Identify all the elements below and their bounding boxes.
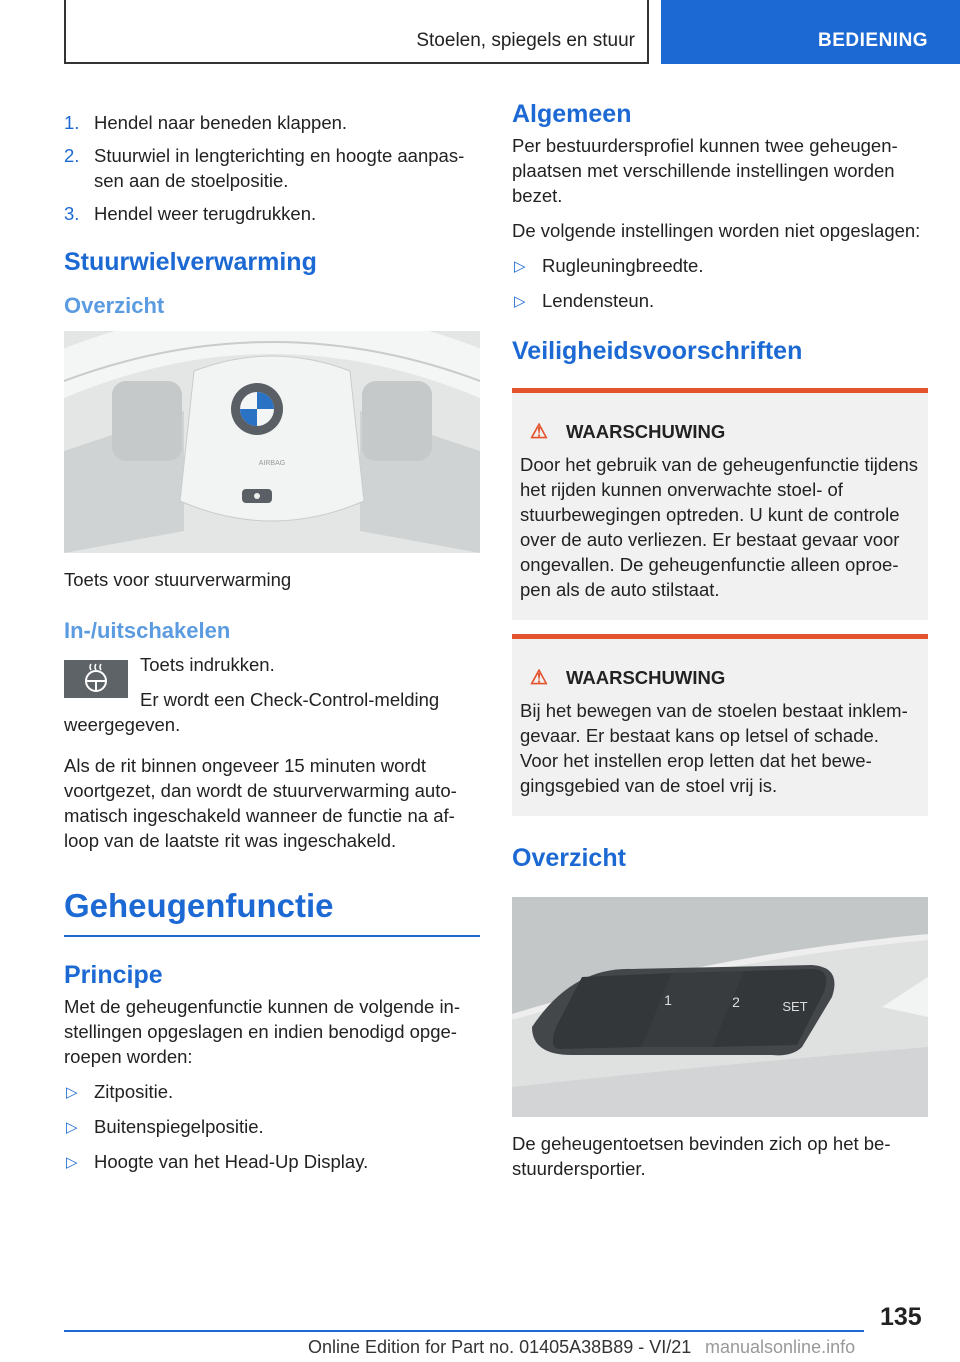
memory-heading: Geheugenfunctie xyxy=(64,887,480,937)
warning-icon: ⚠ xyxy=(530,667,548,689)
watermark: manualsonline.info xyxy=(705,1337,856,1357)
footer-rule xyxy=(64,1330,864,1332)
left-column xyxy=(64,110,480,1184)
warning-title: WAARSCHUWING xyxy=(565,420,726,442)
header-section: BEDIENING xyxy=(818,30,929,51)
warning-text: Bij het bewegen van de stoelen bestaat inklemgevaar. Er bestaat kans op letsel of schade. Voor het instellen erop letten dat het bewegingsgebied van de stoel vrij is. xyxy=(520,700,908,796)
buttons-caption: De geheugentoetsen bevinden zich op het bestuurdersportier. xyxy=(512,1133,891,1179)
safety-heading: Veiligheidsvoorschriften xyxy=(512,337,803,365)
header-chapter-box xyxy=(64,0,649,64)
header-chapter: Stoelen, spiegels en stuur xyxy=(416,30,635,51)
general-text-2: De volgende instellingen worden niet opgeslagen: xyxy=(512,220,921,241)
principle-list xyxy=(64,1079,480,1174)
adjust-steps xyxy=(64,110,480,226)
general-heading: Algemeen xyxy=(512,100,632,128)
footer-edition: Online Edition for Part no. 01405A38B89 - VI/21 xyxy=(308,1337,692,1357)
svg-text:1: 1 xyxy=(664,992,672,1008)
general-text-1: Per bestuurdersprofiel kunnen twee geheugenplaatsen met verschillende instellingen worden bezet. xyxy=(512,135,898,206)
svg-text:AIRBAG: AIRBAG xyxy=(258,460,286,467)
list-item: ▷ Lendensteun. xyxy=(514,290,655,311)
principle-heading: Principe xyxy=(64,961,163,989)
overview-heading: Overzicht xyxy=(512,844,626,872)
overview-heading: Overzicht xyxy=(64,293,165,318)
memory-buttons-image xyxy=(512,897,928,1117)
page-number: 135 xyxy=(880,1303,922,1331)
onoff-text-2: Er wordt een Check-Control-melding weergegeven. xyxy=(64,689,440,735)
onoff-text-3: Als de rit binnen ongeveer 15 minuten wordt voortgezet, dan wordt de stuurverwarming automatisch ingeschakeld wanneer de functie na afloop van de laatste rit was ingeschakeld. xyxy=(64,755,457,851)
steering-heat-button-icon xyxy=(64,660,128,698)
general-list xyxy=(512,253,928,313)
warning-box xyxy=(512,634,928,816)
step-item: 1. Hendel naar beneden klappen. xyxy=(64,112,348,133)
step-item: 2. Stuurwiel in lengterichting en hoogte aanpassen aan de stoelpositie. xyxy=(64,145,465,191)
steering-wheel-image xyxy=(64,331,480,553)
warning-box xyxy=(512,388,928,620)
header-section-tab[interactable] xyxy=(661,0,960,64)
step-item: 3. Hendel weer terugdrukken. xyxy=(64,203,317,224)
list-item: ▷ Rugleuningbreedte. xyxy=(514,255,704,276)
onoff-text-1: Toets indrukken. xyxy=(140,654,275,675)
list-item: ▷ Hoogte van het Head-Up Display. xyxy=(66,1151,369,1172)
principle-text: Met de geheugenfunctie kunnen de volgende instellingen opgeslagen en indien benodigd opgeroepen worden: xyxy=(64,996,461,1067)
svg-text:SET: SET xyxy=(782,999,808,1014)
onoff-heading: In-/uitschakelen xyxy=(64,618,231,643)
right-column xyxy=(512,100,928,1181)
warning-title: WAARSCHUWING xyxy=(565,666,726,688)
list-item: ▷ Buitenspiegelpositie. xyxy=(66,1116,264,1137)
heating-heading: Stuurwielverwarming xyxy=(64,248,317,276)
warning-icon: ⚠ xyxy=(530,421,548,443)
wheel-caption: Toets voor stuurverwarming xyxy=(64,569,292,590)
list-item: ▷ Zitpositie. xyxy=(66,1081,174,1102)
warning-text: Door het gebruik van de geheugenfunctie tijdens het rijden kunnen onverwachte stoel- of stuurbewegingen optreden. U kunt de controle over de auto verliezen. Er bestaat gevaar voor ongevallen. De geheugenfunctie alleen oproepen als de auto stilstaat. xyxy=(520,454,919,600)
onoff-block xyxy=(64,652,480,737)
svg-text:2: 2 xyxy=(732,994,740,1010)
